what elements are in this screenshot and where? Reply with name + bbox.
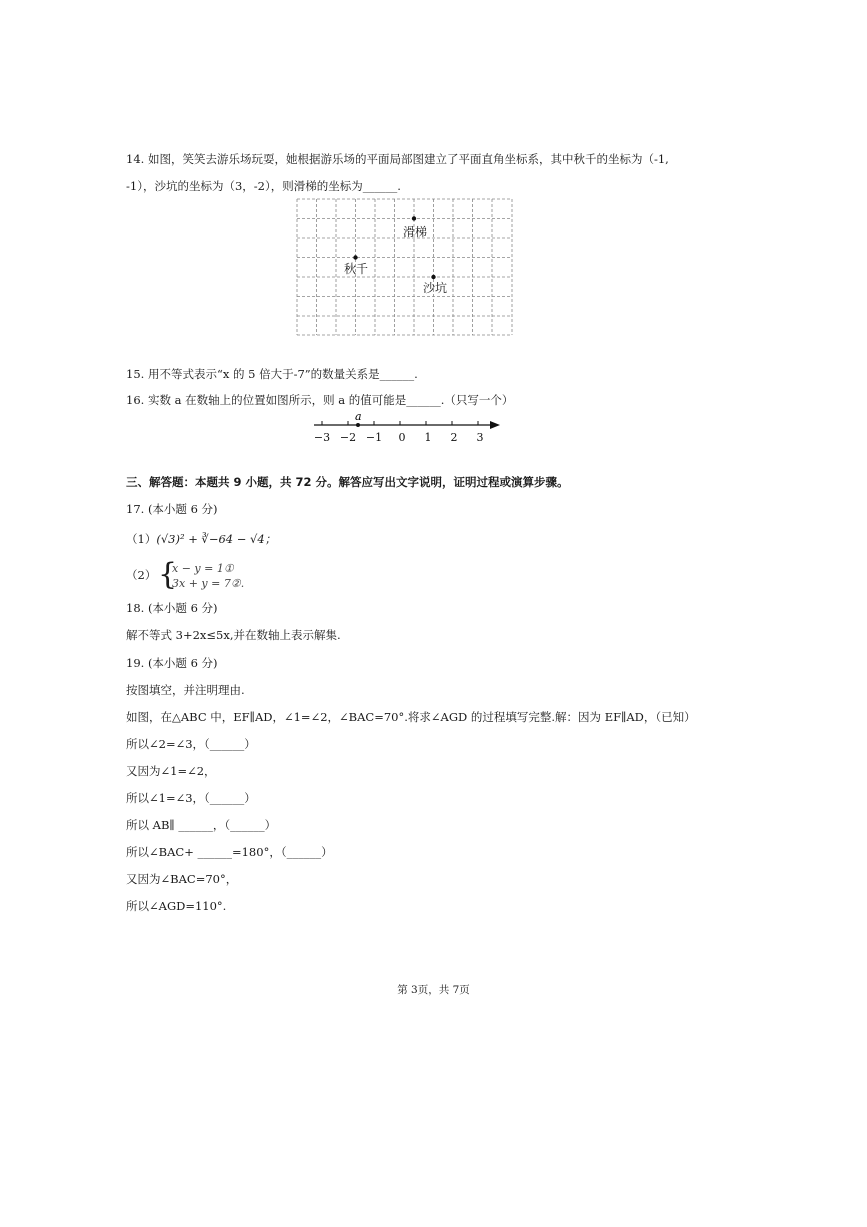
tick-label: 2 (450, 431, 458, 444)
q19-line: 如图，在△ABC 中，EF∥AD，∠1=∠2，∠BAC=70°.将求∠AGD 的过程填写完整.解：因为 EF∥AD，（已知） (126, 710, 696, 724)
q17-part2-label: （2） (126, 568, 157, 582)
page-footer: 第 3页，共 7页 (397, 984, 470, 996)
tick-label: −3 (313, 431, 331, 444)
q17-title: 17. (本小题 6 分) (126, 502, 218, 516)
tick-label: −2 (339, 431, 357, 444)
tick-label: 1 (424, 431, 432, 444)
section-heading: 三、解答题：本题共 9 小题，共 72 分。解答应写出文字说明，证明过程或演算步骤。 (126, 475, 569, 489)
swing-point (353, 255, 357, 259)
tick-label: 0 (398, 431, 406, 444)
q17-part1-expr: (√3)² + ∛−64 − √4； (156, 532, 277, 546)
q15-text: 15. 用不等式表示“x 的 5 倍大于-7”的数量关系是______. (126, 367, 418, 381)
q17-eq-end: . (240, 577, 245, 590)
q17-eq2 (172, 577, 244, 590)
q19-line: 所以∠AGD=110°. (126, 899, 227, 913)
q19-line: 又因为∠1=∠2， (126, 764, 216, 778)
q19-line: 所以∠2=∠3，（______） (126, 737, 256, 751)
number-line-figure (310, 408, 505, 448)
slide-point (412, 216, 416, 220)
q19-line: 按图填空，并注明理由. (126, 683, 245, 697)
sandpit-label: 沙坑 (423, 281, 448, 295)
point-a (356, 423, 360, 427)
q14-line1: 14. 如图，笑笑去游乐场玩耍，她根据游乐场的平面局部图建立了平面直角坐标系，其中秋千的坐标为（-1, (126, 152, 669, 166)
q19-line: 又因为∠BAC=70°， (126, 872, 238, 886)
tick-label: −1 (365, 431, 383, 444)
q19-line: 所以∠BAC+ ______=180°，（______） (126, 845, 333, 859)
q17-eq2-text: 3x + y = 7② (172, 577, 241, 590)
slide-label: 滑梯 (403, 225, 428, 239)
tick-label: 3 (476, 431, 484, 444)
q18-body: 解不等式 3+2x≤5x,并在数轴上表示解集. (126, 628, 341, 642)
playground-grid-figure (296, 198, 514, 338)
point-a-label: a (355, 410, 362, 423)
q17-part1 (126, 531, 276, 547)
q19-title: 19. (本小题 6 分) (126, 656, 218, 670)
q18-title: 18. (本小题 6 分) (126, 601, 218, 615)
q16-text: 16. 实数 a 在数轴上的位置如图所示，则 a 的值可能是______.（只写一个） (126, 393, 514, 407)
q17-part1-label: （1） (126, 532, 157, 546)
q14-line2: -1），沙坑的坐标为（3，-2），则滑梯的坐标为______. (126, 179, 401, 193)
q17-eq1: x − y = 1① (172, 562, 234, 575)
q19-line: 所以 AB∥ ______，（______） (126, 818, 277, 832)
swing-label: 秋千 (344, 262, 369, 276)
arrow-icon (490, 421, 500, 429)
sandpit-point (431, 275, 435, 279)
brace-icon: { (158, 557, 178, 592)
q19-line: 所以∠1=∠3，（______） (126, 791, 256, 805)
